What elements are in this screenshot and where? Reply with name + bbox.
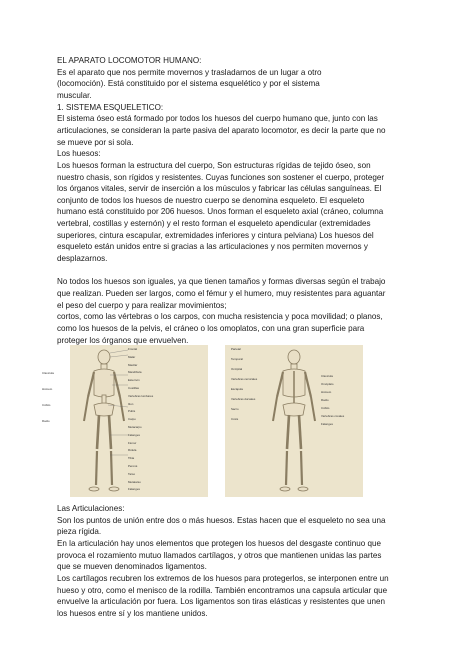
front-figure-label: Esternón bbox=[128, 378, 140, 383]
back-figure-right-label: Vértebras coxales bbox=[321, 414, 345, 418]
body-text-line: Las Articulaciones: bbox=[57, 504, 125, 513]
back-figure-left-label: Temporal bbox=[231, 357, 243, 361]
back-figure-right-label: Falanges bbox=[321, 422, 333, 426]
body-text-line: (locomoción). Está constituido por el sistema esquelético y por el sistema bbox=[57, 79, 320, 89]
back-figure-left-label: Escápula bbox=[231, 387, 243, 391]
front-figure-label: Frontal bbox=[128, 347, 137, 351]
body-text-line: desplazarnos. bbox=[57, 254, 108, 264]
front-figure-label: Carpo bbox=[128, 417, 136, 422]
body-text-line: nuestro chasis, son rígidos y resistentes. Cuyas funciones son sostener el cuerpo, proteger bbox=[57, 172, 385, 182]
body-text-line: No todos los huesos son iguales, ya que tienen tamaños y formas diversas según el trabajo bbox=[57, 277, 386, 287]
body-text-line: cortos, como las vértebras o los carpos, con mucha resistencia y poca movilidad; o planos, bbox=[57, 312, 383, 322]
body-text-line: El sistema óseo está formado por todos los huesos del cuerpo humano que, junto con las bbox=[57, 114, 378, 124]
body-text-line: esqueleto están unidos entre si gracias a las articulaciones y nos permiten movernos y bbox=[57, 242, 368, 252]
front-figure-label: Metacarpo bbox=[128, 425, 142, 429]
front-figure-label: Tibia bbox=[128, 456, 135, 461]
body-text-line: como los huesos de la pelvis, el cráneo o los omoplatos, con una gran superficie para bbox=[57, 323, 365, 333]
back-figure-right-label: Cúbito bbox=[321, 406, 330, 410]
front-figure-label: Mandíbula bbox=[128, 370, 142, 375]
front-figure-label: Fémur bbox=[128, 440, 137, 445]
back-figure-left-label: Cóxis bbox=[231, 417, 239, 421]
body-text-line: pieza rígida. bbox=[57, 527, 102, 537]
body-text-line: vertebral, costillas y esternón) y el resto forman el esqueleto apendicular (extremidades bbox=[57, 219, 371, 229]
back-figure-right-label: Radio bbox=[321, 398, 329, 402]
body-text-line: En la articulación hay unos elementos que protegen los huesos del desgaste continuo que bbox=[57, 538, 381, 548]
body-text-line: que realizan. Pueden ser largos, como el fémur y el humero, muy resistentes para aguantar bbox=[57, 289, 386, 298]
body-text-line: Los cartílagos recubren los extremos de los huesos para protegerlos, se interponen entre un bbox=[57, 573, 389, 583]
left-figure-label: Húmero bbox=[42, 387, 53, 391]
front-figure-label: Costillas bbox=[128, 386, 139, 390]
body-text-line: 1. SISTEMA ESQUELETICO: bbox=[57, 102, 164, 112]
body-text-line: conjunto de todos los huesos de nuestro cuerpo se denomina esqueleto. El esqueleto bbox=[57, 195, 365, 205]
body-text-line: humano está constituido por 206 huesos. Unos forman el esqueleto axial (cráneo, columna bbox=[57, 207, 384, 217]
body-text-line: hueso y otro, como el menisco de la rodilla. También encontramos una capsula articular que bbox=[57, 585, 388, 595]
front-figure-label: Vértebras lumbares bbox=[128, 393, 154, 398]
back-figure-right-label: Húmero bbox=[321, 390, 332, 394]
front-figure-label: Peroné bbox=[128, 464, 138, 468]
skeleton-back-drawing bbox=[225, 345, 363, 497]
body-text-line: muscular. bbox=[57, 90, 92, 100]
front-figure-label: Falanges bbox=[128, 432, 140, 437]
back-figure-left-label: Occipital bbox=[231, 367, 243, 371]
left-figure-label: Cúbito bbox=[42, 403, 51, 407]
front-figure-label: Rótula bbox=[128, 448, 137, 453]
back-figure-left-label: Sacro bbox=[231, 407, 239, 411]
back-figure-left-label: Vértebras cervicales bbox=[231, 377, 258, 381]
back-figure-right-label: Clavícula bbox=[321, 374, 333, 378]
left-figure-label: Radio bbox=[42, 419, 50, 423]
back-figure-right-label: Omóplato bbox=[321, 382, 334, 386]
body-text-line: EL APARATO LOCOMOTOR HUMANO: bbox=[57, 56, 202, 65]
front-figure-label: Metatarso bbox=[128, 479, 141, 484]
skeleton-front-figure bbox=[70, 345, 208, 497]
front-figure-label: Maxilar bbox=[128, 362, 138, 367]
body-text-line: Los huesos forman la estructura del cuerpo, Son estructuras rígidas de tejido óseo, son bbox=[57, 160, 371, 170]
body-text-line: se mueve por si sola. bbox=[57, 137, 134, 147]
front-figure-label: Ilion bbox=[128, 401, 134, 406]
back-figure-left-label: Parietal bbox=[231, 347, 241, 351]
front-figure-label: Tarso bbox=[128, 471, 136, 476]
body-text-line: que se mueven denominados ligamentos. bbox=[57, 562, 207, 572]
body-text-line: Es el aparato que nos permite movernos y trasladarnos de un lugar a otro bbox=[57, 67, 322, 77]
front-figure-label: Falanges bbox=[128, 487, 140, 492]
body-text-line: proteger los órganos que envuelven. bbox=[57, 335, 189, 345]
front-figure-label: Pubis bbox=[128, 409, 136, 414]
body-text-line: articulaciones, se consideran la parte pasiva del aparato locomotor, es decir la parte que no bbox=[57, 125, 386, 135]
body-text-line: los huesos entre sí y los mantiene unidos. bbox=[57, 608, 208, 618]
body-text-line: superiores, cintura escapular, extremidades inferiores y cintura pelviana) Los huesos del bbox=[57, 230, 374, 240]
skeleton-back-figure bbox=[225, 345, 363, 497]
back-figure-left-label: Vértebras dorsales bbox=[231, 397, 256, 401]
skeleton-front-drawing bbox=[70, 345, 208, 497]
body-text-line: envuelve la articulación por fuera. Los ligamentos son tiras elásticas y resistentes que unen bbox=[57, 597, 385, 607]
left-figure-label: Clavícula bbox=[42, 371, 54, 375]
front-figure-label: Malar bbox=[128, 354, 136, 359]
body-text-line: el peso del cuerpo y para realizar movimientos; bbox=[57, 300, 227, 310]
body-text-line: Los huesos: bbox=[57, 149, 101, 159]
body-text-line: Son los puntos de unión entre dos o más huesos. Estas hacen que el esqueleto no sea una bbox=[57, 515, 386, 525]
body-text-line: los órganos vitales, servir de inserción a los músculos y fabricar las células sanguíneas. El bbox=[57, 184, 382, 194]
body-text-line: provoca el rozamiento mutuo llamados cartílagos, y otros que mantienen unidas las partes bbox=[57, 550, 382, 560]
